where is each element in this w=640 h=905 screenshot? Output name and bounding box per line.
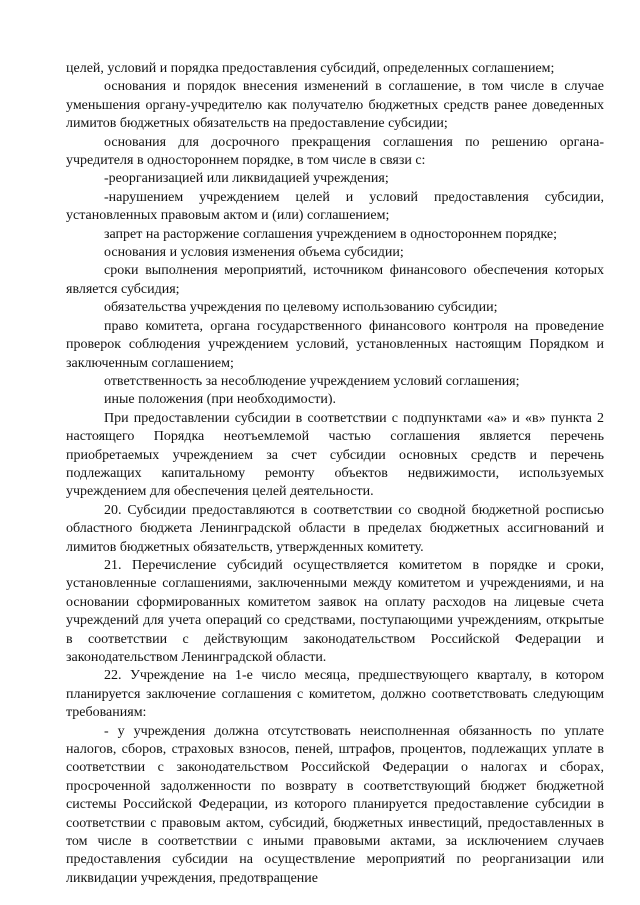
document-body <box>66 60 604 888</box>
paragraph: обязательства учреждения по целевому использованию субсидии; <box>104 300 498 316</box>
list-item: -нарушением учреждением целей и условий предоставления субсидии, установленных правовым актом и (или) соглашением; <box>66 189 604 224</box>
paragraph: иные положения (при необходимости). <box>104 392 336 408</box>
paragraph: основания и порядок внесения изменений в соглашение, в том числе в случае уменьшения органу-учредителю как получателю бюджетных средств ранее доведенных лимитов бюджетных обязательств на предоставление субсидии; <box>66 79 604 132</box>
paragraph: основания и условия изменения объема субсидии; <box>104 245 404 261</box>
list-item: - у учреждения должна отсутствовать неисполненная обязанность по уплате налогов, сборов, страховых взносов, пеней, штрафов, процентов, подлежащих уплате в соответствии с законодательством Российской Федерации о налогах и сборах, просроченной задолженности по возврату в соответствующий бюджет бюджетной системы Российской Федерации, из которого планируется предоставление субсидии в соответствии с правовым актом, субсидий, бюджетных инвестиций, предоставленных в том числе в соответствии с иными правовыми актами, за исключением случаев предоставления субсидии на осуществление мероприятий по реорганизации или ликвидации учреждения, предотвращение <box>66 723 604 886</box>
numbered-clause-22: 22. Учреждение на 1-е число месяца, предшествующего кварталу, в котором планируется заключение соглашения с комитетом, должно соответствовать следующим требованиям: <box>66 668 604 721</box>
numbered-clause-20: 20. Субсидии предоставляются в соответствии со сводной бюджетной росписью областного бюджета Ленинградской области в пределах бюджетных ассигнований и лимитов бюджетных обязательств, утвержденных комитету. <box>66 502 604 555</box>
list-item: -реорганизацией или ликвидацией учреждения; <box>104 171 389 187</box>
paragraph: основания для досрочного прекращения соглашения по решению органа-учредителя в одностороннем порядке, в том числе в связи с: <box>66 134 604 169</box>
paragraph: ответственность за несоблюдение учреждением условий соглашения; <box>104 373 520 389</box>
paragraph: сроки выполнения мероприятий, источником финансового обеспечения которых является субсидия; <box>66 263 604 297</box>
paragraph: При предоставлении субсидии в соответствии с подпунктами «а» и «в» пункта 2 настоящего Порядка неотъемлемой частью соглашения является перечень приобретаемых учреждением за счет субсидии основных средств и перечень подлежащих капитальному ремонту объектов недвижимости, используемых учреждением для обеспечения целей деятельности. <box>66 410 604 500</box>
paragraph: целей, условий и порядка предоставления субсидий, определенных соглашением; <box>66 61 555 76</box>
paragraph: право комитета, органа государственного финансового контроля на проведение проверок соблюдения учреждением условий, установленных настоящим Порядком и заключенным соглашением; <box>66 318 604 371</box>
paragraph: запрет на расторжение соглашения учреждением в одностороннем порядке; <box>104 226 558 242</box>
numbered-clause-21: 21. Перечисление субсидий осуществляется комитетом в порядке и сроки, установленные соглашениями, заключенными между комитетом и учреждениями, и на основании сформированных комитетом заявок на оплату расходов на лицевые счета учреждений для учета операций со средствами, поступающими учреждениям, открытые в соответствии с действующим законодательством Российской Федерации и законодательством Ленинградской области. <box>66 557 604 665</box>
